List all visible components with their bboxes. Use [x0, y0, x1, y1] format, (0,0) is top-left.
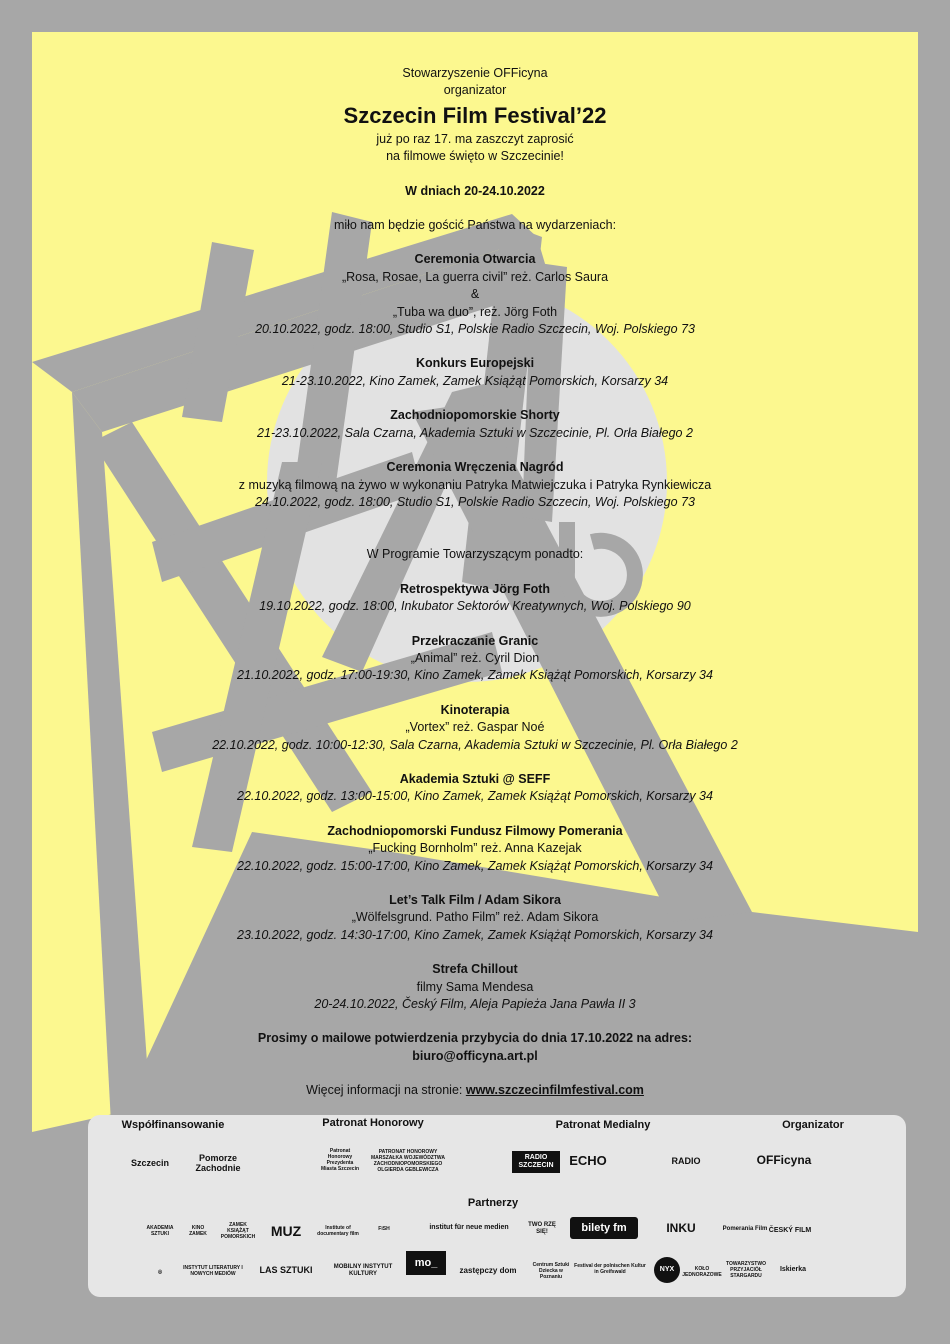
nyx-logo: NYX — [654, 1257, 680, 1283]
cofinance-heading: Współfinansowanie — [121, 1119, 225, 1131]
event-film: filmy Sama Mendesa — [416, 979, 534, 994]
event-film: „Wölfelsgrund. Patho Film” reż. Adam Sikora — [351, 910, 599, 925]
event-details: 23.10.2022, godz. 14:30-17:00, Kino Zamek, Zamek Książąt Pomorskich, Korsarzy 34 — [237, 927, 713, 942]
cesky-film-logo: ČESKÝ FILM — [768, 1227, 812, 1234]
event-film: „Rosa, Rosae, La guerra civil” reż. Carlos Saura — [341, 269, 609, 284]
mobilny-instytut-logo: MOBILNY INSTYTUT KULTURY — [333, 1264, 393, 1277]
intro-line-1: już po raz 17. ma zaszczyt zaprosić — [376, 131, 574, 146]
organizer-role: organizator — [443, 83, 507, 98]
kino-zamek-logo: KINO ZAMEK — [189, 1225, 207, 1237]
event-details: 22.10.2022, godz. 13:00-15:00, Kino Zamek, Zamek Książąt Pomorskich, Korsarzy 34 — [237, 789, 713, 804]
radio-szczecin-logo: RADIO SZCZECIN — [512, 1151, 560, 1173]
marszalek-logo: PATRONAT HONOROWY MARSZAŁKA WOJEWÓDZTWA ZACHODNIOPOMORSKIEGO OLGIERDA GEBLEWICZA — [371, 1149, 445, 1173]
event-film: „Animal” reż. Cyril Dion — [410, 650, 540, 665]
event-title: Ceremonia Otwarcia — [414, 252, 536, 267]
media-heading: Patronat Medialny — [555, 1119, 651, 1131]
event-details: 21.10.2022, godz. 17:00-19:30, Kino Zamek, Zamek Książąt Pomorskich, Korsarzy 34 — [237, 668, 713, 683]
event-title: Konkurs Europejski — [415, 356, 535, 371]
festival-dates: W dniach 20-24.10.2022 — [405, 183, 545, 198]
invite-line: miło nam będzie gościć Państwa na wydarzeniach: — [333, 218, 617, 233]
akademia-logo: AKADEMIA SZTUKI — [146, 1225, 174, 1237]
university-logo: ◎ — [157, 1269, 163, 1275]
event-title: Ceremonia Wręczenia Nagród — [386, 460, 564, 475]
las-sztuki-logo: LAS SZTUKI — [259, 1265, 313, 1275]
rsvp-email[interactable]: biuro@officyna.art.pl — [412, 1048, 538, 1063]
officyna-logo: OFFicyna — [756, 1153, 812, 1167]
event-details: 20-24.10.2022, Český Film, Aleja Papieża Jana Pawła II 3 — [314, 997, 636, 1012]
event-film: „Fucking Bornholm” reż. Anna Kazejak — [368, 841, 582, 856]
institut-logo: institut für neue medien — [429, 1224, 509, 1231]
muz-logo: MUZ — [270, 1223, 302, 1239]
mo-logo: mo_ — [406, 1251, 446, 1275]
przyjaciele-logo: TOWARZYSTWO PRZYJACIÓŁ STARGARDU — [726, 1261, 766, 1279]
documentary-logo: Institute of documentary film — [317, 1225, 359, 1237]
event-details: 19.10.2022, godz. 18:00, Inkubator Sektorów Kreatywnych, Woj. Polskiego 90 — [259, 599, 691, 614]
more-info — [32, 1082, 918, 1099]
instytut-literatury-logo: INSTYTUT LITERATURY I NOWYCH MEDIÓW — [183, 1265, 243, 1277]
invitation-text — [32, 65, 918, 1100]
iskierka-logo: Iskierka — [779, 1266, 807, 1273]
event-ampersand: & — [470, 287, 480, 302]
event-details: 20.10.2022, godz. 18:00, Studio S1, Polskie Radio Szczecin, Woj. Polskiego 73 — [255, 322, 695, 337]
event-title: Let’s Talk Film / Adam Sikora — [389, 893, 561, 907]
honor-heading: Patronat Honorowy — [322, 1117, 424, 1129]
zastepczy-dom-logo: zastępczy dom — [459, 1266, 517, 1275]
intro-line-2: na filmowe święto w Szczecinie! — [386, 149, 564, 164]
event-title: Kinoterapia — [440, 702, 510, 717]
event-title: Akademia Sztuki @ SEFF — [399, 771, 551, 786]
event-details: 22.10.2022, godz. 10:00-12:30, Sala Czarna, Akademia Sztuki w Szczecinie, Pl. Orła Białego 2 — [212, 737, 738, 752]
event-details: 22.10.2022, godz. 15:00-17:00, Kino Zamek, Zamek Książąt Pomorskich, Korsarzy 34 — [237, 858, 713, 873]
szczecin-logo: Szczecin — [130, 1158, 170, 1168]
echo-logo: ECHO — [569, 1153, 607, 1168]
more-info-label: Więcej informacji na stronie: — [306, 1083, 466, 1098]
bilety-fm-logo: bilety fm — [570, 1217, 638, 1239]
event-title: Przekraczanie Granic — [411, 633, 539, 648]
rsvp-line: Prosimy o mailowe potwierdzenia przybycia do dnia 17.10.2022 na adres: — [257, 1031, 693, 1046]
event-title: Retrospektywa Jörg Foth — [399, 581, 551, 596]
centrum-logo: Centrum Sztuki Dziecka w Poznaniu — [532, 1262, 570, 1280]
event-details: 24.10.2022, godz. 18:00, Studio S1, Polskie Radio Szczecin, Woj. Polskiego 73 — [255, 494, 695, 509]
event-film: „Vortex” reż. Gaspar Noé — [405, 720, 545, 735]
event-details: 21-23.10.2022, Kino Zamek, Zamek Książąt Pomorskich, Korsarzy 34 — [281, 373, 669, 388]
sponsors-panel — [88, 1115, 906, 1297]
pomerania-film-logo: Pomerania Film — [722, 1225, 768, 1232]
fish-logo: FiSH — [378, 1226, 390, 1232]
kolo-logo: KOŁO JEDNORAZOWE — [682, 1266, 722, 1278]
event-title: Zachodniopomorskie Shorty — [390, 408, 560, 423]
radio-logo: RADIO — [671, 1156, 701, 1166]
twarze-logo: TWO RZĘ SIĘ! — [528, 1222, 556, 1235]
zamek-logo: ZAMEK KSIĄŻĄT POMORSKICH — [220, 1222, 256, 1240]
event-description: z muzyką filmową na żywo w wykonaniu Patryka Matwiejczuka i Patryka Rynkiewicza — [238, 477, 712, 492]
event-film: „Tuba wa duo”, reż. Jörg Foth — [392, 304, 558, 319]
organizer-heading: Organizator — [782, 1119, 844, 1131]
polenmarkt-festival-logo: Festival der polnischen Kultur in Greifswald — [574, 1263, 646, 1275]
website-link[interactable]: www.szczecinfilmfestival.com — [465, 1083, 644, 1098]
event-title: Zachodniopomorski Fundusz Filmowy Pomerania — [327, 823, 623, 838]
prezydent-logo: Patronat Honorowy Prezydenta Miasta Szczecin — [320, 1148, 360, 1172]
inku-logo: INKU — [666, 1221, 696, 1235]
event-title: Strefa Chillout — [432, 962, 518, 977]
event-details: 21-23.10.2022, Sala Czarna, Akademia Sztuki w Szczecinie, Pl. Orła Białego 2 — [257, 425, 693, 440]
festival-title: Szczecin Film Festival’22 — [343, 102, 607, 128]
organization-name: Stowarzyszenie OFFicyna — [402, 66, 548, 80]
pomorze-logo: Pomorze Zachodnie — [195, 1153, 241, 1173]
partners-heading: Partnerzy — [467, 1197, 519, 1209]
side-program-intro: W Programie Towarzyszącym ponadto: — [366, 547, 584, 562]
